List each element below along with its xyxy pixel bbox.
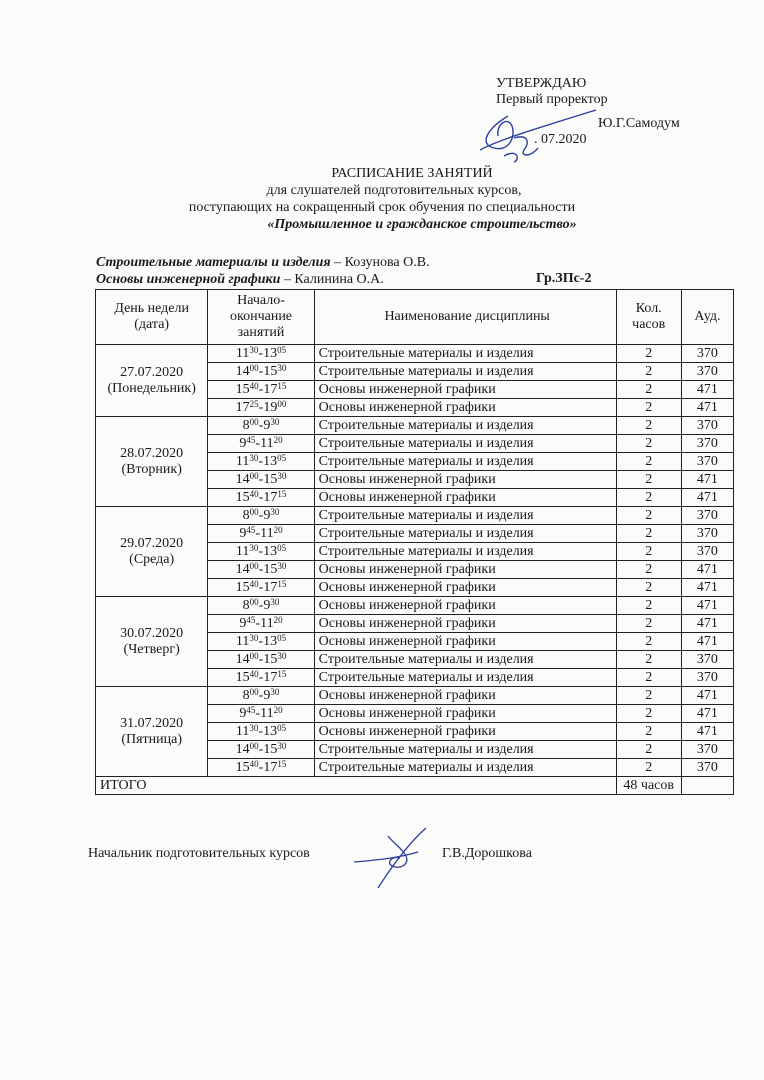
- time-start-minutes: 30: [249, 722, 259, 733]
- teacher-subject: Строительные материалы и изделия: [96, 255, 331, 270]
- time-end-hour: 17: [263, 759, 278, 775]
- time-end-minutes: 05: [277, 632, 287, 643]
- time-start-hour: 15: [235, 669, 250, 685]
- time-start-hour: 11: [235, 633, 250, 649]
- time-start-hour: 8: [242, 507, 250, 523]
- time-end-hour: 13: [263, 723, 278, 739]
- approval-heading: УТВЕРЖДАЮ: [496, 76, 587, 91]
- room-cell: 471: [681, 489, 733, 507]
- time-separator: -: [255, 525, 261, 541]
- time-start-minutes: 00: [249, 596, 259, 607]
- teacher-subject: Основы инженерной графики: [96, 272, 281, 287]
- time-start-hour: 14: [235, 561, 250, 577]
- subject-cell: Основы инженерной графики: [314, 597, 616, 615]
- time-cell: [208, 597, 314, 615]
- time-start-hour: 15: [235, 579, 250, 595]
- time-start-minutes: 00: [249, 506, 259, 517]
- time-start-hour: 11: [235, 543, 250, 559]
- time-start-minutes: 00: [249, 686, 259, 697]
- hours-cell: 2: [616, 633, 681, 651]
- room-cell: 370: [681, 435, 733, 453]
- time-cell: [208, 381, 314, 399]
- time-start-minutes: 00: [249, 740, 259, 751]
- time-end-minutes: 15: [277, 668, 287, 679]
- header-day-line: День недели: [114, 301, 189, 316]
- time-start-minutes: 30: [249, 452, 259, 463]
- hours-cell: 2: [616, 345, 681, 363]
- time-cell: [208, 543, 314, 561]
- day-name: (Четверг): [123, 641, 180, 657]
- header-subject: Наименование дисциплины: [314, 290, 616, 345]
- table-row: [96, 597, 734, 615]
- time-start-minutes: 40: [249, 488, 259, 499]
- time-start-minutes: 25: [249, 398, 259, 409]
- day-date: 29.07.2020: [120, 535, 184, 551]
- schedule-subtitle-2: поступающих на сокращенный срок обучения по специальности: [188, 200, 576, 215]
- teacher-name: – Козунова О.В.: [330, 255, 430, 270]
- time-end-hour: 15: [263, 363, 278, 379]
- time-end-minutes: 05: [277, 344, 287, 355]
- approval-position: Первый проректор: [496, 92, 608, 107]
- time-end-hour: 9: [263, 687, 271, 703]
- time-start-minutes: 00: [249, 416, 259, 427]
- time-end-minutes: 30: [277, 362, 287, 373]
- day-date: 31.07.2020: [120, 715, 184, 731]
- hours-cell: 2: [616, 561, 681, 579]
- time-start-minutes: 45: [246, 614, 256, 625]
- time-start-hour: 11: [235, 723, 250, 739]
- time-separator: -: [258, 687, 264, 703]
- time-end-minutes: 30: [277, 650, 287, 661]
- specialty-name: «Промышленное и гражданское строительство»: [267, 217, 577, 232]
- time-cell: [208, 759, 314, 777]
- table-row: [96, 507, 734, 525]
- time-cell: [208, 345, 314, 363]
- room-cell: 370: [681, 525, 733, 543]
- room-cell: 370: [681, 363, 733, 381]
- time-end-hour: 9: [263, 417, 271, 433]
- head-name: Г.В.Дорошкова: [442, 846, 532, 861]
- hours-cell: 2: [616, 381, 681, 399]
- time-cell: [208, 399, 314, 417]
- time-end-minutes: 30: [277, 740, 287, 751]
- time-start-hour: 14: [235, 651, 250, 667]
- subject-cell: Строительные материалы и изделия: [314, 345, 616, 363]
- time-end-minutes: 20: [273, 434, 283, 445]
- subject-cell: Основы инженерной графики: [314, 615, 616, 633]
- teachers-list: [96, 254, 430, 288]
- hours-cell: 2: [616, 399, 681, 417]
- subject-cell: Строительные материалы и изделия: [314, 507, 616, 525]
- room-cell: 471: [681, 615, 733, 633]
- room-cell: 370: [681, 417, 733, 435]
- time-cell: [208, 525, 314, 543]
- time-end-minutes: 20: [273, 524, 283, 535]
- time-start-hour: 14: [235, 741, 250, 757]
- time-end-hour: 17: [263, 489, 278, 505]
- time-separator: -: [258, 759, 264, 775]
- subject-cell: Строительные материалы и изделия: [314, 669, 616, 687]
- time-end-minutes: 15: [277, 380, 287, 391]
- time-separator: -: [258, 741, 264, 757]
- approval-name: Ю.Г.Самодум: [598, 116, 680, 131]
- time-start-hour: 9: [239, 525, 247, 541]
- schedule-title: РАСПИСАНИЕ ЗАНЯТИЙ: [331, 166, 493, 181]
- time-end-hour: 15: [263, 741, 278, 757]
- time-separator: -: [258, 507, 264, 523]
- time-cell: [208, 669, 314, 687]
- subject-cell: Основы инженерной графики: [314, 399, 616, 417]
- room-cell: 370: [681, 741, 733, 759]
- time-cell: [208, 363, 314, 381]
- room-cell: 471: [681, 723, 733, 741]
- time-cell: [208, 453, 314, 471]
- subject-cell: Основы инженерной графики: [314, 471, 616, 489]
- hours-cell: 2: [616, 597, 681, 615]
- time-end-minutes: 20: [273, 704, 283, 715]
- day-name: (Понедельник): [107, 380, 196, 396]
- time-start-minutes: 40: [249, 668, 259, 679]
- table-row: [96, 417, 734, 435]
- hours-cell: 2: [616, 759, 681, 777]
- time-start-hour: 8: [242, 597, 250, 613]
- time-end-hour: 11: [260, 525, 274, 541]
- hours-cell: 2: [616, 669, 681, 687]
- time-end-minutes: 20: [273, 614, 283, 625]
- time-separator: -: [258, 417, 264, 433]
- time-end-minutes: 15: [277, 488, 287, 499]
- time-separator: -: [258, 633, 264, 649]
- time-end-minutes: 30: [270, 596, 280, 607]
- time-start-hour: 14: [235, 363, 250, 379]
- time-separator: -: [258, 453, 264, 469]
- subject-cell: Основы инженерной графики: [314, 633, 616, 651]
- header-time-line: занятий: [237, 325, 285, 340]
- subject-cell: Основы инженерной графики: [314, 723, 616, 741]
- head-position: Начальник подготовительных курсов: [88, 846, 310, 861]
- time-end-minutes: 30: [270, 506, 280, 517]
- room-cell: 370: [681, 507, 733, 525]
- time-end-minutes: 05: [277, 452, 287, 463]
- day-date: 30.07.2020: [120, 625, 184, 641]
- time-end-hour: 11: [260, 435, 274, 451]
- subject-cell: Строительные материалы и изделия: [314, 741, 616, 759]
- time-cell: [208, 687, 314, 705]
- time-separator: -: [258, 561, 264, 577]
- header-hours-line: Кол.: [635, 301, 662, 316]
- day-cell: [96, 507, 208, 597]
- time-separator: -: [258, 345, 264, 361]
- room-cell: 370: [681, 669, 733, 687]
- hours-cell: 2: [616, 687, 681, 705]
- subject-cell: Основы инженерной графики: [314, 579, 616, 597]
- teacher-line: [96, 271, 430, 288]
- time-start-hour: 15: [235, 489, 250, 505]
- hours-cell: 2: [616, 453, 681, 471]
- subject-cell: Основы инженерной графики: [314, 687, 616, 705]
- room-cell: 370: [681, 345, 733, 363]
- time-start-minutes: 30: [249, 542, 259, 553]
- time-start-minutes: 45: [246, 704, 256, 715]
- total-label: ИТОГО: [96, 777, 617, 795]
- time-start-minutes: 00: [249, 470, 259, 481]
- hours-cell: 2: [616, 489, 681, 507]
- head-signature-icon: [348, 822, 440, 890]
- time-end-minutes: 30: [277, 470, 287, 481]
- time-end-hour: 15: [263, 471, 278, 487]
- time-end-hour: 13: [263, 633, 278, 649]
- hours-cell: 2: [616, 705, 681, 723]
- subject-cell: Основы инженерной графики: [314, 381, 616, 399]
- time-cell: [208, 471, 314, 489]
- time-end-hour: 15: [263, 561, 278, 577]
- table-row: [96, 345, 734, 363]
- time-separator: -: [258, 471, 264, 487]
- subject-cell: Строительные материалы и изделия: [314, 651, 616, 669]
- time-separator: -: [258, 669, 264, 685]
- time-start-hour: 8: [242, 417, 250, 433]
- time-start-minutes: 40: [249, 578, 259, 589]
- day-cell: [96, 345, 208, 417]
- time-end-hour: 11: [260, 705, 274, 721]
- time-separator: -: [258, 543, 264, 559]
- time-start-hour: 11: [235, 453, 250, 469]
- time-separator: -: [258, 489, 264, 505]
- time-start-minutes: 00: [249, 560, 259, 571]
- time-cell: [208, 705, 314, 723]
- teacher-name: – Калинина О.А.: [280, 272, 384, 287]
- subject-cell: Основы инженерной графики: [314, 489, 616, 507]
- hours-cell: 2: [616, 471, 681, 489]
- hours-cell: 2: [616, 651, 681, 669]
- time-separator: -: [255, 705, 261, 721]
- time-cell: [208, 633, 314, 651]
- time-end-hour: 15: [263, 651, 278, 667]
- time-start-hour: 17: [235, 399, 250, 415]
- time-start-hour: 9: [239, 435, 247, 451]
- room-cell: 471: [681, 597, 733, 615]
- day-cell: [96, 417, 208, 507]
- day-cell: [96, 597, 208, 687]
- room-cell: 471: [681, 633, 733, 651]
- hours-cell: 2: [616, 579, 681, 597]
- header-day-line: (дата): [134, 317, 170, 332]
- header-time-line: окончание: [229, 309, 293, 324]
- time-cell: [208, 723, 314, 741]
- time-start-hour: 9: [239, 705, 247, 721]
- time-end-hour: 11: [260, 615, 274, 631]
- header-time-line: Начало-: [237, 293, 285, 308]
- time-end-hour: 13: [263, 543, 278, 559]
- total-row: [96, 777, 734, 795]
- time-separator: -: [258, 723, 264, 739]
- room-cell: 370: [681, 543, 733, 561]
- time-cell: [208, 507, 314, 525]
- time-end-hour: 9: [263, 507, 271, 523]
- time-start-minutes: 30: [249, 344, 259, 355]
- hours-cell: 2: [616, 417, 681, 435]
- room-cell: 471: [681, 471, 733, 489]
- total-value: 48 часов: [616, 777, 681, 795]
- time-separator: -: [255, 615, 261, 631]
- time-end-hour: 13: [263, 345, 278, 361]
- time-separator: -: [258, 381, 264, 397]
- room-cell: 471: [681, 561, 733, 579]
- header-hours-line: часов: [632, 317, 666, 332]
- day-date: 27.07.2020: [120, 364, 184, 380]
- time-end-hour: 17: [263, 579, 278, 595]
- subject-cell: Основы инженерной графики: [314, 705, 616, 723]
- time-start-hour: 15: [235, 759, 250, 775]
- subject-cell: Строительные материалы и изделия: [314, 525, 616, 543]
- subject-cell: Строительные материалы и изделия: [314, 453, 616, 471]
- time-start-minutes: 00: [249, 650, 259, 661]
- time-separator: -: [258, 579, 264, 595]
- room-cell: 471: [681, 399, 733, 417]
- hours-cell: 2: [616, 615, 681, 633]
- time-start-minutes: 00: [249, 362, 259, 373]
- time-start-minutes: 40: [249, 380, 259, 391]
- header-hours: [616, 290, 681, 345]
- time-end-minutes: 05: [277, 722, 287, 733]
- room-cell: 471: [681, 705, 733, 723]
- subject-cell: Строительные материалы и изделия: [314, 435, 616, 453]
- time-end-minutes: 30: [270, 416, 280, 427]
- group-code: Гр.ЗПс-2: [536, 271, 592, 286]
- time-separator: -: [258, 597, 264, 613]
- hours-cell: 2: [616, 741, 681, 759]
- time-end-hour: 9: [263, 597, 271, 613]
- rector-signature-icon: [468, 98, 618, 164]
- time-cell: [208, 417, 314, 435]
- room-cell: 370: [681, 651, 733, 669]
- time-cell: [208, 741, 314, 759]
- time-cell: [208, 489, 314, 507]
- day-name: (Пятница): [121, 731, 183, 747]
- time-end-minutes: 15: [277, 758, 287, 769]
- schedule-subtitle-1: для слушателей подготовительных курсов,: [266, 183, 522, 198]
- time-start-hour: 11: [235, 345, 250, 361]
- time-cell: [208, 615, 314, 633]
- time-cell: [208, 561, 314, 579]
- time-separator: -: [258, 399, 264, 415]
- time-start-hour: 15: [235, 381, 250, 397]
- hours-cell: 2: [616, 723, 681, 741]
- schedule-table: [95, 289, 734, 795]
- time-cell: [208, 651, 314, 669]
- schedule-body: [96, 345, 734, 777]
- day-cell: [96, 687, 208, 777]
- room-cell: 370: [681, 759, 733, 777]
- time-separator: -: [255, 435, 261, 451]
- room-cell: 370: [681, 453, 733, 471]
- subject-cell: Строительные материалы и изделия: [314, 363, 616, 381]
- table-row: [96, 687, 734, 705]
- time-separator: -: [258, 651, 264, 667]
- day-name: (Вторник): [121, 461, 182, 477]
- header-day: [96, 290, 208, 345]
- time-end-hour: 17: [263, 381, 278, 397]
- time-separator: -: [258, 363, 264, 379]
- subject-cell: Строительные материалы и изделия: [314, 759, 616, 777]
- time-end-minutes: 05: [277, 542, 287, 553]
- hours-cell: 2: [616, 507, 681, 525]
- time-end-minutes: 30: [277, 560, 287, 571]
- header-room: Ауд.: [681, 290, 733, 345]
- hours-cell: 2: [616, 363, 681, 381]
- hours-cell: 2: [616, 525, 681, 543]
- time-start-hour: 9: [239, 615, 247, 631]
- day-name: (Среда): [129, 551, 175, 567]
- day-date: 28.07.2020: [120, 445, 184, 461]
- header-time: [208, 290, 314, 345]
- time-end-minutes: 30: [270, 686, 280, 697]
- room-cell: 471: [681, 687, 733, 705]
- time-start-minutes: 30: [249, 632, 259, 643]
- time-end-minutes: 00: [277, 398, 287, 409]
- room-cell: 471: [681, 579, 733, 597]
- subject-cell: Основы инженерной графики: [314, 561, 616, 579]
- room-cell: 471: [681, 381, 733, 399]
- hours-cell: 2: [616, 543, 681, 561]
- time-start-minutes: 40: [249, 758, 259, 769]
- time-end-hour: 19: [263, 399, 278, 415]
- table-header-row: [96, 290, 734, 345]
- time-start-minutes: 45: [246, 524, 256, 535]
- time-end-minutes: 15: [277, 578, 287, 589]
- time-cell: [208, 579, 314, 597]
- time-start-minutes: 45: [246, 434, 256, 445]
- subject-cell: Строительные материалы и изделия: [314, 543, 616, 561]
- teacher-line: [96, 254, 430, 271]
- approval-date: . 07.2020: [534, 132, 587, 147]
- schedule-header: [0, 165, 764, 233]
- total-room: [681, 777, 733, 795]
- time-end-hour: 13: [263, 453, 278, 469]
- time-start-hour: 14: [235, 471, 250, 487]
- time-cell: [208, 435, 314, 453]
- hours-cell: 2: [616, 435, 681, 453]
- time-end-hour: 17: [263, 669, 278, 685]
- subject-cell: Строительные материалы и изделия: [314, 417, 616, 435]
- time-start-hour: 8: [242, 687, 250, 703]
